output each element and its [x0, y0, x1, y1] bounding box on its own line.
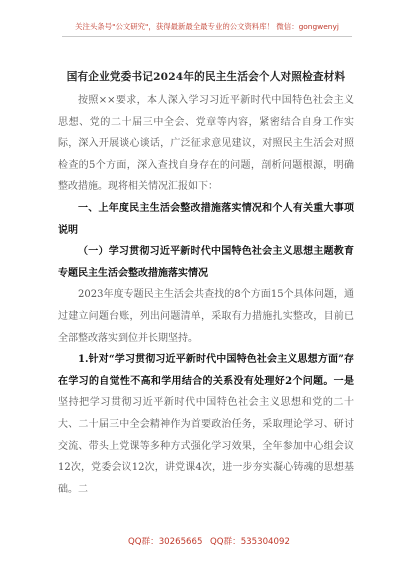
- footer-qq-group-2: QQ群：535304092: [210, 537, 290, 547]
- item-heading: 1.针对“学习贯彻习近平新时代中国特色社会主义思想方面”存在学习的自觉性不高和学用结合的关系没有处理好2个问题。: [58, 354, 354, 387]
- document-title: 国有企业党委书记2024年的民主生活会个人对照检查材料: [66, 71, 346, 83]
- subsection-paragraph: 2023年度专题民主生活会共查找的8个方面15个具体问题，通过建立问题台账，列出问题清单，采取有力措施扎实整改，目前已全部整改落实到位并长期坚持。: [58, 289, 354, 344]
- subsection-heading: （一）学习贯彻习近平新时代中国特色社会主义思想主题教育专题民主生活会整改措施落实情况: [58, 246, 354, 279]
- intro-paragraph: 按照××要求，本人深入学习习近平新时代中国特色社会主义思想、党的二十届三中全会、党章等内容，紧密结合自身工作实际，深入开展谈心谈话，广泛征求意见建议，对照民主生活会对照检查的5个方面，深入查找自身存在的问题，剖析问题根源，明确整改措施。现将相关情况汇报如下：: [58, 95, 354, 193]
- header-banner: 关注头条号"公文研究"，获得最新最全最专业的公文资料库！ 微信：gongwenyj: [62, 22, 352, 37]
- item-lead: 一是: [333, 375, 354, 387]
- item-body: 坚持把学习贯彻习近平新时代中国特色社会主义思想和党的二十大、二十届三中全会精神作为首要政治任务，采取理论学习、研讨交流、带头上党课等多种方式强化学习效果，全年参加中心组会议12次，党委会议12次，讲党课4次，进一步夯实凝心铸魂的思想基础。二: [58, 397, 354, 495]
- item-paragraph: [58, 349, 354, 500]
- section-heading: 一、上年度民主生活会整改措施落实情况和个人有关重大事项说明: [58, 202, 354, 236]
- document-body: [58, 90, 354, 500]
- footer-qq-group-1: QQ群：30265665: [128, 537, 203, 547]
